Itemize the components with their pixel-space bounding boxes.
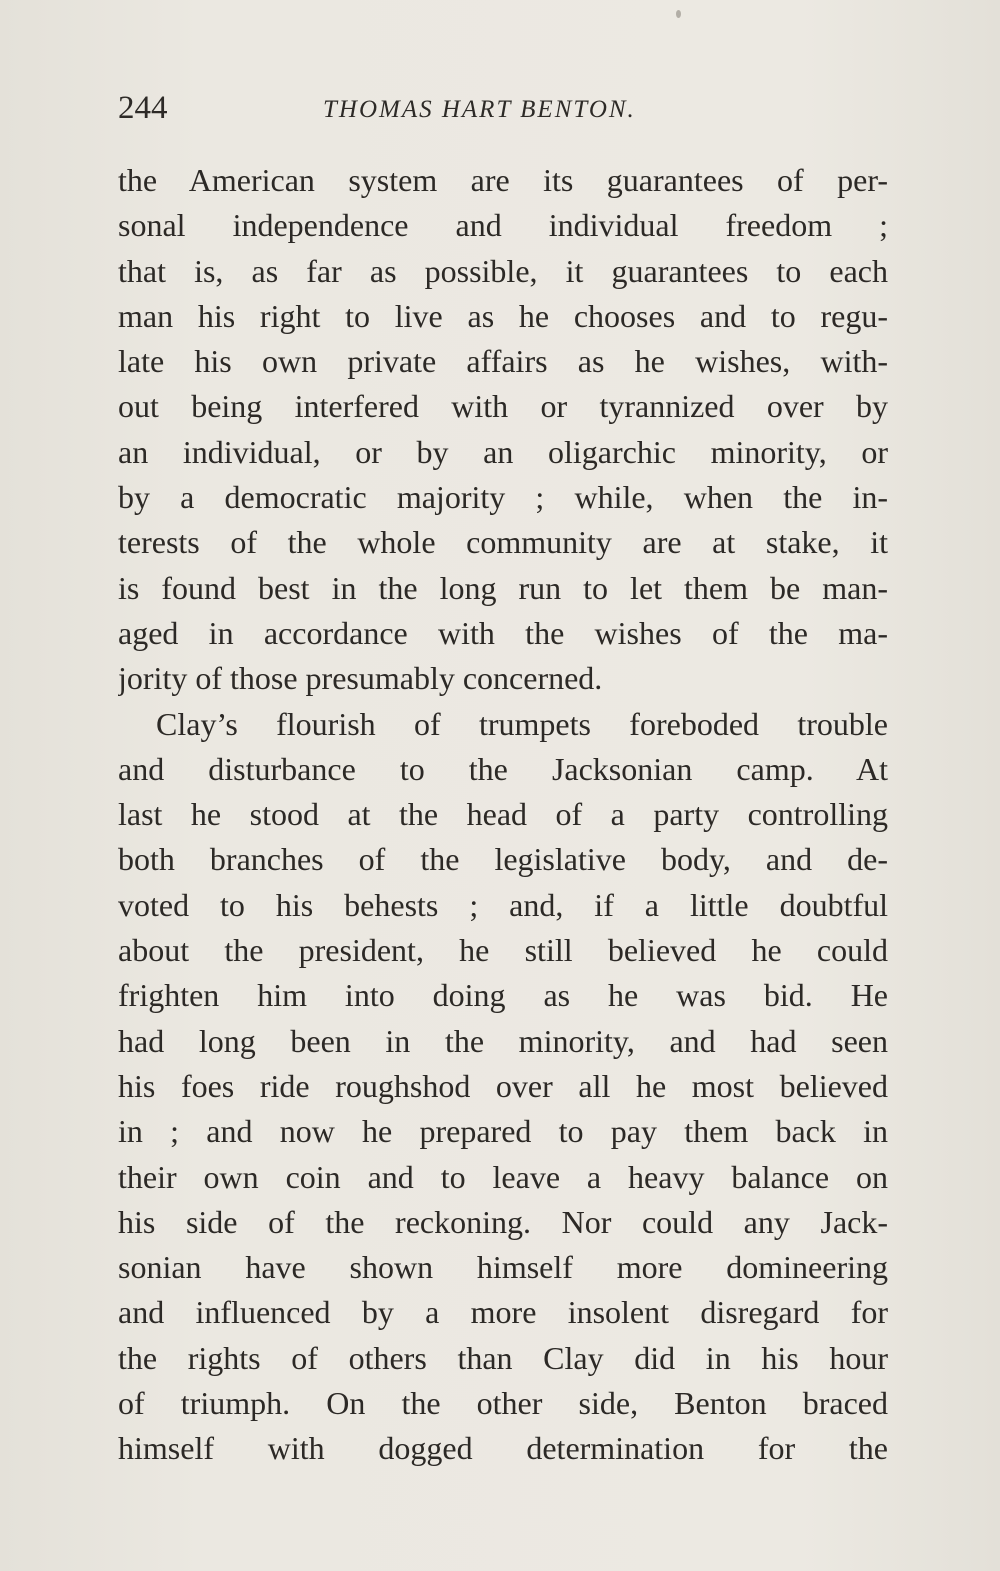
text-line: out being interfered with or tyrannized over by xyxy=(118,388,888,425)
text-line: last he stood at the head of a party controlling xyxy=(118,796,888,833)
page-number: 244 xyxy=(118,90,168,126)
paragraph-1 xyxy=(118,158,888,702)
text-line: and disturbance to the Jacksonian camp. At xyxy=(118,750,888,787)
text-line: the rights of others than Clay did in his hour xyxy=(118,1339,888,1376)
text-line: an individual, or by an oligarchic minority, or xyxy=(118,433,888,470)
body-text xyxy=(118,158,888,1472)
text-line: sonian have shown himself more domineering xyxy=(118,1249,888,1286)
text-line: the American system are its guarantees of per- xyxy=(118,162,888,198)
paper-speck xyxy=(676,10,681,18)
text-line: that is, as far as possible, it guarantees to each xyxy=(118,252,888,289)
text-line: his foes ride roughshod over all he most believed xyxy=(118,1067,888,1104)
text-line: terests of the whole community are at stake, it xyxy=(118,524,888,561)
text-line: man his right to live as he chooses and to regu- xyxy=(118,297,888,334)
text-line: by a democratic majority ; while, when the in- xyxy=(118,479,888,516)
text-line: of triumph. On the other side, Benton braced xyxy=(118,1385,888,1422)
text-line: had long been in the minority, and had seen xyxy=(118,1022,888,1059)
text-line: voted to his behests ; and, if a little doubtful xyxy=(118,886,888,923)
text-line: both branches of the legislative body, and de- xyxy=(118,841,888,878)
text-line: about the president, he still believed he could xyxy=(118,932,888,969)
paragraph-2 xyxy=(118,702,888,1472)
text-line: frighten him into doing as he was bid. He xyxy=(118,977,888,1014)
text-line: is found best in the long run to let them be man- xyxy=(118,569,888,606)
text-line: late his own private affairs as he wishes, with- xyxy=(118,343,888,380)
text-line: himself with dogged determination for the xyxy=(118,1430,888,1467)
text-line: their own coin and to leave a heavy balance on xyxy=(118,1158,888,1195)
text-line: jority of those presumably concerned. xyxy=(118,660,603,697)
text-line: his side of the reckoning. Nor could any Jack- xyxy=(118,1203,888,1240)
text-line: in ; and now he prepared to pay them back in xyxy=(118,1113,888,1150)
text-line: Clay’s flourish of trumpets foreboded trouble xyxy=(156,705,888,742)
running-head xyxy=(118,88,888,128)
text-line: sonal independence and individual freedom ; xyxy=(118,207,888,244)
text-line: and influenced by a more insolent disregard for xyxy=(118,1294,888,1331)
text-line: aged in accordance with the wishes of the ma- xyxy=(118,614,888,651)
running-title: THOMAS HART BENTON. xyxy=(323,96,636,123)
